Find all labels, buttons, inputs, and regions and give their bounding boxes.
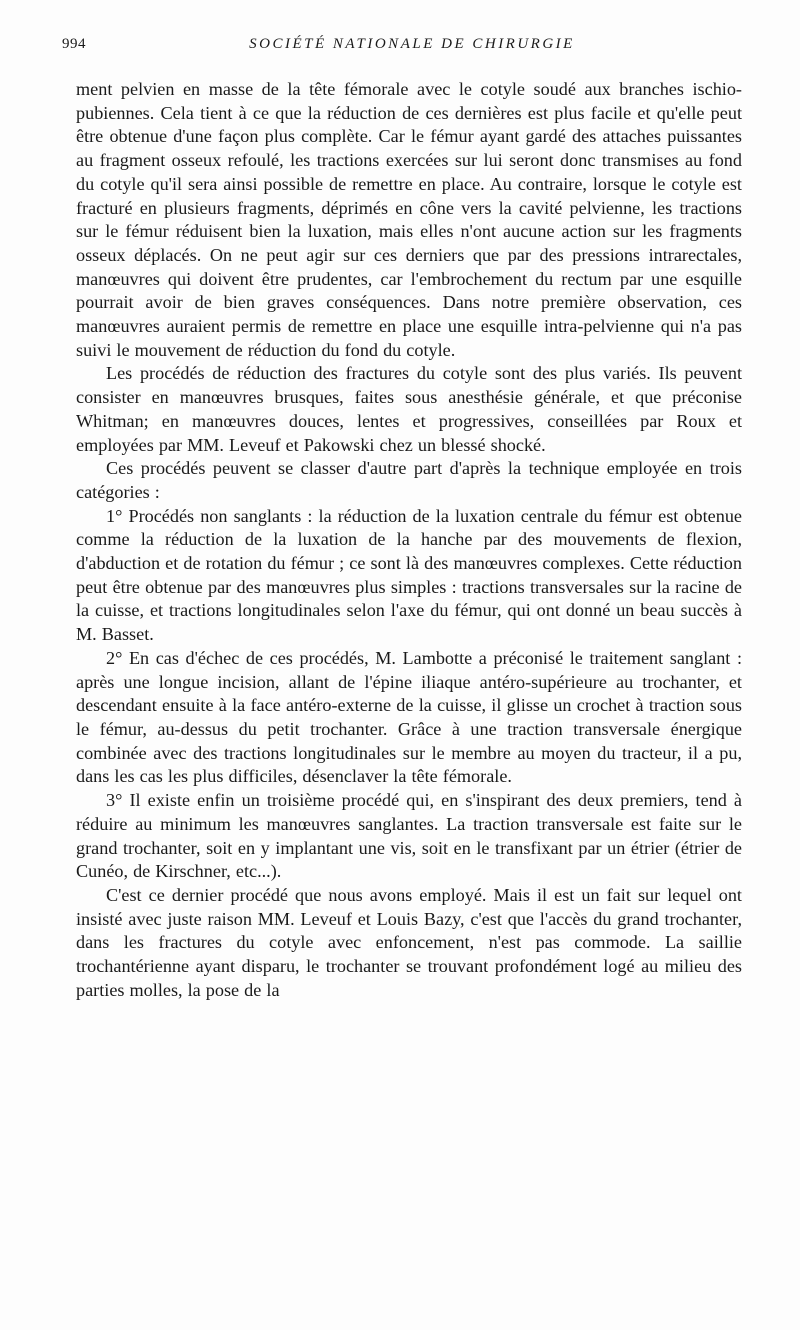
paragraph-third-procedure: 3° Il existe enfin un troisième procédé qui, en s'inspirant des deux premiers, tend à réduire au minimum les manœuvres sanglantes. La traction transversale est faite sur le grand trochanter, soit en y implantant une vis, soit en le transfixant par un étrier (étrier de Cunéo, de Kirschner, etc...). (76, 790, 742, 882)
page-number: 994 (62, 36, 86, 52)
paragraph-bloody-treatment: 2° En cas d'échec de ces procédés, M. Lambotte a préconisé le traitement sanglant : après une longue incision, allant de l'épine iliaque antéro-supérieure au trochanter, et descendant ensuite à la face antéro-externe de la cuisse, il glisse un crochet à traction sous le fémur, au-dessus du petit trochanter. Grâce à une traction transversale énergique combinée avec des tractions longitudinales sur le membre au moyen du tracteur, il a pu, dans les cas les plus difficiles, désenclaver la tête fémorale. (76, 647, 742, 787)
journal-title: SOCIÉTÉ NATIONALE DE CHIRURGIE (249, 36, 575, 52)
paragraph-reduction-methods: Les procédés de réduction des fractures du cotyle sont des plus variés. Ils peuvent consister en manœuvres brusques, faites sous anesthésie générale, et que préconise Whitman; en manœuvres douces, lentes et progressives, conseillées par Roux et employées par MM. Leveuf et Pakowski chez un blessé shocké. (76, 363, 742, 455)
body-text (76, 78, 742, 1002)
paragraph-classification: Ces procédés peuvent se classer d'autre part d'après la technique employée en trois catégories : (76, 458, 742, 502)
paragraph-continuation: ment pelvien en masse de la tête fémorale avec le cotyle soudé aux branches ischio-pubiennes. Cela tient à ce que la réduction de ces dernières est plus facile et qu'elle peut être obtenue d'une façon plus complète. Car le fémur ayant gardé des attaches puissantes au fragment osseux refoulé, les tractions exercées sur lui seront donc transmises au fond du cotyle qu'il sera ainsi possible de remettre en place. Au contraire, lorsque le cotyle est fracturé en plusieurs fragments, déprimés en cône vers la cavité pelvienne, les tractions sur le fémur réduisent bien la luxation, mais elles n'ont aucune action sur les fragments osseux déplacés. On ne peut agir sur ces derniers que par des pressions intrarectales, manœuvres qui doivent être prudentes, car l'embrochement du rectum par une esquille pourrait avoir de bien graves conséquences. Dans notre première observation, ces manœuvres auraient permis de remettre en place une esquille intra-pelvienne qui n'a pas suivi le mouvement de réduction du fond du cotyle. (76, 79, 742, 360)
paragraph-employed-procedure: C'est ce dernier procédé que nous avons employé. Mais il est un fait sur lequel ont insisté avec juste raison MM. Leveuf et Louis Bazy, c'est que l'accès du grand trochanter, dans les fractures du cotyle avec enfoncement, n'est pas commode. La saillie trochantérienne ayant disparu, le trochanter se trouvant profondément logé au milieu des parties molles, la pose de la (76, 884, 742, 1000)
paragraph-non-bloody-procedures: 1° Procédés non sanglants : la réduction de la luxation centrale du fémur est obtenue comme la réduction de la luxation de la hanche par des mouvements de flexion, d'abduction et de rotation du fémur ; ce sont là des manœuvres complexes. Cette réduction peut être obtenue par des manœuvres plus simples : tractions transversales sur la racine de la cuisse, et tractions longitudinales selon l'axe du fémur, qui ont donné un beau succès à M. Basset. (76, 505, 742, 645)
running-head (62, 36, 742, 58)
